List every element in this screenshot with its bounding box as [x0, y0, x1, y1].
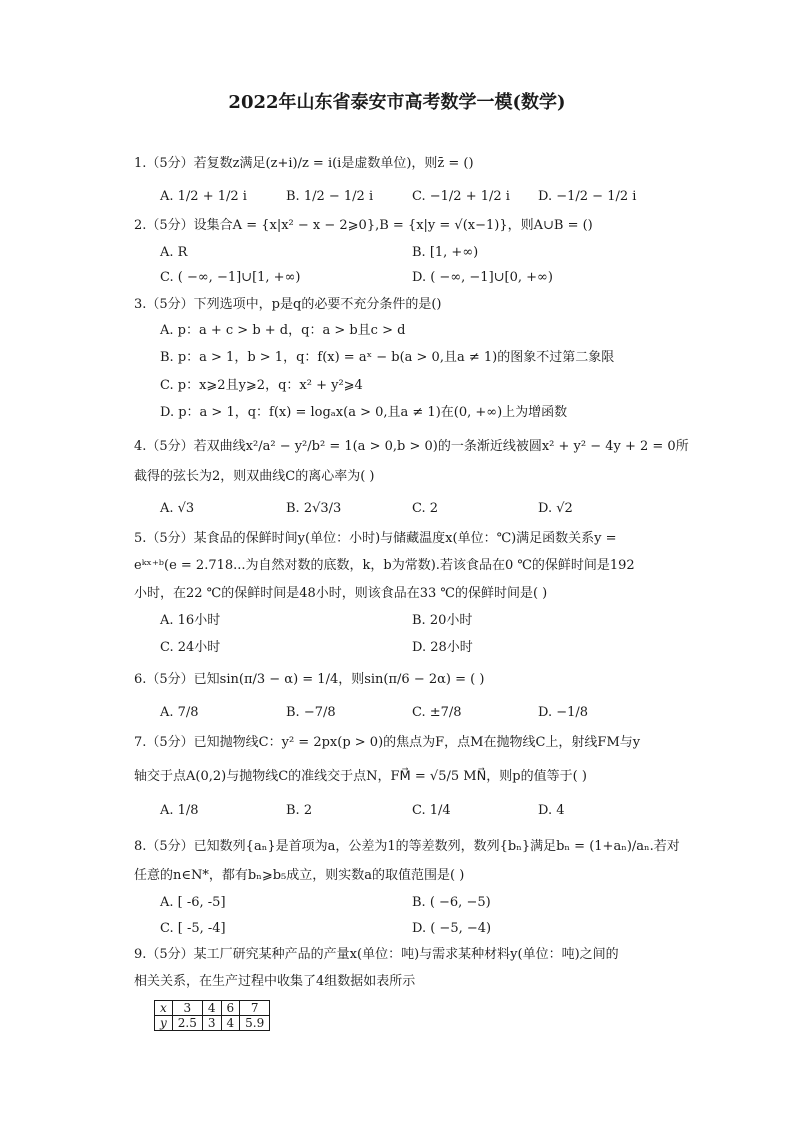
question-3-stem: 3.（5分）下列选项中，p是q的必要不充分条件的是()	[134, 297, 442, 312]
table-row	[155, 1001, 270, 1016]
question-2-stem: 2.（5分）设集合A = {x|x² − x − 2⩾0},B = {x|y = √(x−1)}，则A∪B = ()	[134, 218, 593, 233]
q3-option-b: B. p：a > 1，b > 1，q：f(x) = aˣ − b(a > 0,且a ≠ 1)的图象不过第二象限	[160, 350, 615, 365]
q8-option-b: B. ( −6, −5)	[412, 895, 491, 910]
table-cell: 5.9	[240, 1016, 270, 1031]
question-4-stem-line2: 截得的弦长为2，则双曲线C的离心率为( )	[134, 469, 375, 484]
q5-option-a: A. 16小时	[160, 613, 221, 628]
question-5-stem-line1: 5.（5分）某食品的保鲜时间y(单位：小时)与储藏温度x(单位：℃)满足函数关系y =	[134, 531, 617, 546]
q8-option-d: D. ( −5, −4)	[412, 921, 492, 936]
q1-option-c: C. −1/2 + 1/2 i	[412, 189, 510, 204]
question-8-stem-line2: 任意的n∈N*，都有bₙ⩾b₅成立，则实数a的取值范围是( )	[134, 868, 465, 883]
q7-option-b: B. 2	[286, 803, 313, 818]
q4-option-b: B. 2√3/3	[286, 501, 342, 516]
q5-option-c: C. 24小时	[160, 640, 221, 655]
table-cell: 6	[221, 1001, 240, 1016]
q6-option-b: B. −7/8	[286, 705, 336, 720]
q7-option-c: C. 1/4	[412, 803, 451, 818]
question-4-stem-line1: 4.（5分）若双曲线x²/a² − y²/b² = 1(a > 0,b > 0)的一条渐近线被圆x² + y² − 4y + 2 = 0所	[134, 439, 689, 454]
q6-option-d: D. −1/8	[538, 705, 589, 720]
q8-option-c: C. [ -5, -4]	[160, 921, 226, 936]
q2-option-c: C. ( −∞, −1]∪[1, +∞)	[160, 270, 301, 285]
q7-option-d: D. 4	[538, 803, 565, 818]
q6-option-a: A. 7/8	[160, 705, 199, 720]
page-title: 2022年山东省泰安市高考数学一模(数学)	[228, 92, 566, 113]
question-8-stem-line1: 8.（5分）已知数列{aₙ}是首项为a，公差为1的等差数列，数列{bₙ}满足bₙ = (1+aₙ)/aₙ.若对	[134, 839, 680, 854]
q1-option-a: A. 1/2 + 1/2 i	[160, 189, 247, 204]
question-5-stem-line3: 小时，在22 ℃的保鲜时间是48小时，则该食品在33 ℃的保鲜时间是( )	[134, 586, 548, 601]
table-row	[155, 1016, 270, 1031]
question-9-stem-line1: 9.（5分）某工厂研究某种产品的产量x(单位：吨)与需求某种材料y(单位：吨)之间的	[134, 947, 619, 962]
q1-option-d: D. −1/2 − 1/2 i	[538, 189, 637, 204]
q4-option-c: C. 2	[412, 501, 439, 516]
table-header-y: y	[155, 1016, 173, 1031]
question-1-stem: 1.（5分）若复数z满足(z+i)/z = i(i是虚数单位)，则z̄ = ()	[134, 156, 474, 171]
question-7-stem-line1: 7.（5分）已知抛物线C：y² = 2px(p > 0)的焦点为F，点M在抛物线C上，射线FM与y	[134, 735, 641, 750]
q3-option-d: D. p：a > 1，q：f(x) = logₐx(a > 0,且a ≠ 1)在(0, +∞)上为增函数	[160, 405, 568, 420]
table-cell: 3	[172, 1001, 202, 1016]
table-cell: 2.5	[172, 1016, 202, 1031]
question-7-stem-line2: 轴交于点A(0,2)与抛物线C的准线交于点N，FM⃗ = √5/5 MN⃗，则p的值等于( )	[134, 769, 587, 784]
q5-option-b: B. 20小时	[412, 613, 473, 628]
q4-option-d: D. √2	[538, 501, 573, 516]
table-cell: 4	[202, 1001, 221, 1016]
question-6-stem: 6.（5分）已知sin(π/3 − α) = 1/4，则sin(π/6 − 2α) = ( )	[134, 672, 485, 687]
table-cell: 7	[240, 1001, 270, 1016]
q8-option-a: A. [ -6, -5]	[160, 895, 226, 910]
q5-option-d: D. 28小时	[412, 640, 473, 655]
question-5-stem-line2: eᵏˣ⁺ᵇ(e = 2.718...为自然对数的底数，k，b为常数).若该食品在0 ℃的保鲜时间是192	[134, 558, 635, 573]
q3-option-a: A. p：a + c > b + d，q：a > b且c > d	[160, 323, 406, 338]
table-cell: 3	[202, 1016, 221, 1031]
table-cell: 4	[221, 1016, 240, 1031]
q2-option-b: B. [1, +∞)	[412, 245, 479, 260]
q2-option-a: A. R	[160, 245, 188, 260]
data-table	[154, 1000, 270, 1031]
q1-option-b: B. 1/2 − 1/2 i	[286, 189, 374, 204]
question-9-stem-line2: 相关关系，在生产过程中收集了4组数据如表所示	[134, 974, 416, 989]
q4-option-a: A. √3	[160, 501, 195, 516]
q7-option-a: A. 1/8	[160, 803, 199, 818]
q2-option-d: D. ( −∞, −1]∪[0, +∞)	[412, 270, 553, 285]
table-header-x: x	[155, 1001, 173, 1016]
q3-option-c: C. p：x⩾2且y⩾2，q：x² + y²⩾4	[160, 378, 363, 393]
q6-option-c: C. ±7/8	[412, 705, 462, 720]
